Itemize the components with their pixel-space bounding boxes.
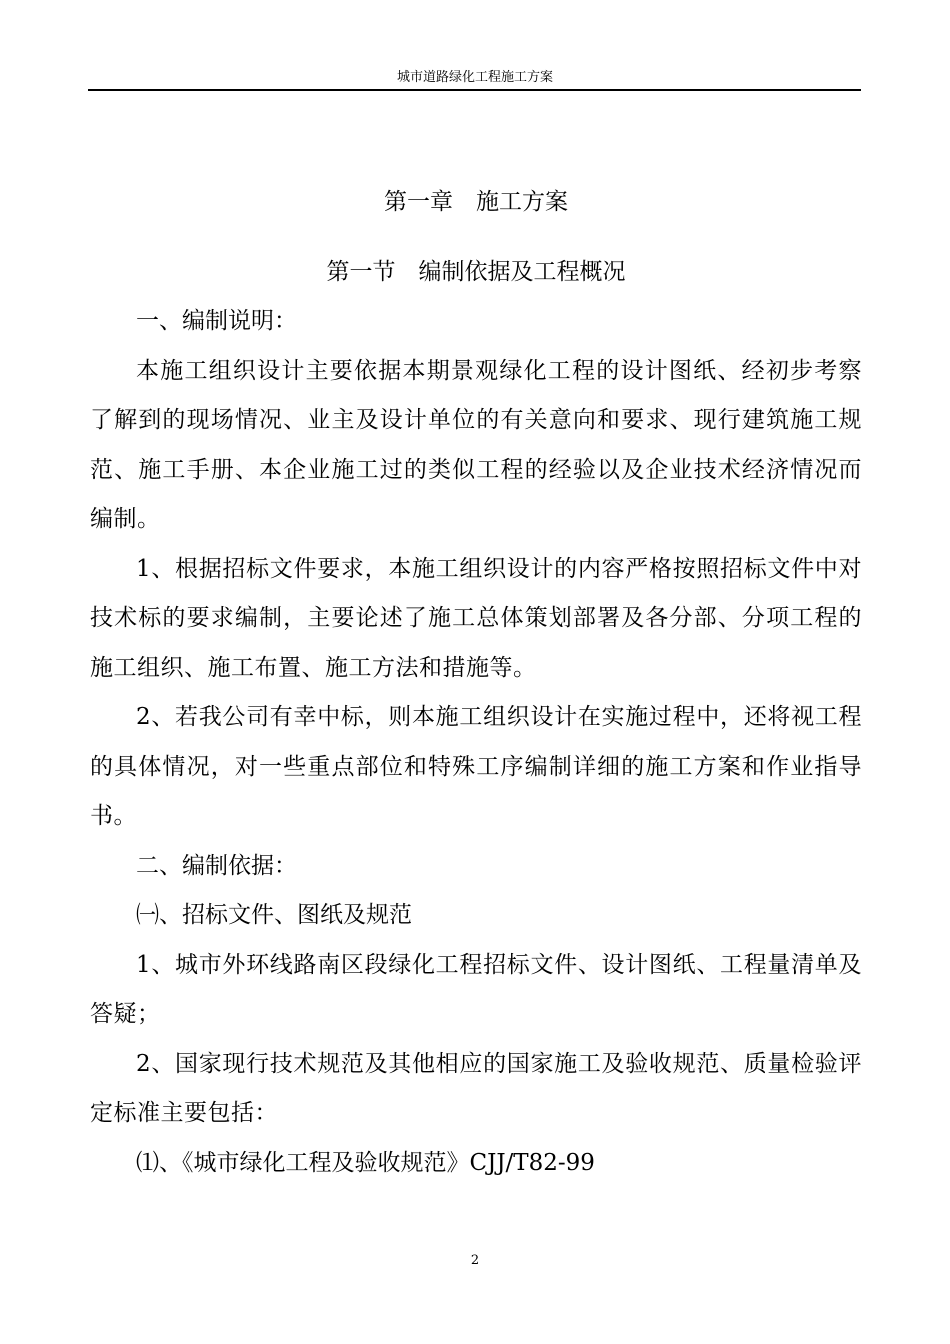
header-divider [88,89,861,91]
section-title: 第一节 编制依据及工程概况 [326,259,626,285]
paragraph-body: 2、国家现行技术规范及其他相应的国家施工及验收规范、质量检验评定标准主要包括： [90,1050,862,1126]
paragraph-body: 1、根据招标文件要求，本施工组织设计的内容严格按照招标文件中对技术标的要求编制，主要论述了施工总体策划部署及各分部、分项工程的施工组织、施工布置、施工方法和措施等。 [90,555,862,681]
paragraph-heading-2: 二、编制依据： [136,852,297,879]
paragraph-body: 2、若我公司有幸中标，则本施工组织设计在实施过程中，还将视工程的具体情况，对一些重点部位和特殊工序编制详细的施工方案和作业指导书。 [90,704,862,829]
paragraph-heading-1: 一、编制说明： [136,308,297,334]
paragraph-body: 1、城市外环线路南区段绿化工程招标文件、设计图纸、工程量清单及答疑； [90,951,862,1027]
paragraph-body: 本施工组织设计主要依据本期景观绿化工程的设计图纸、经初步考察了解到的现场情况、业主及设计单位的有关意向和要求、现行建筑施工规范、施工手册、本企业施工过的类似工程的经验以及企业技术经济情况而编制。 [90,357,862,532]
document-body [90,180,862,1188]
running-header-title: 城市道路绿化工程施工方案 [396,70,553,85]
paragraph-subheading: ㈠、招标文件、图纸及规范 [136,902,412,928]
page-number: 2 [470,1253,480,1268]
chapter-title: 第一章 施工方案 [384,189,568,215]
paragraph-list-item: ⑴、《城市绿化工程及验收规范》CJJ/T82-99 [136,1149,595,1176]
